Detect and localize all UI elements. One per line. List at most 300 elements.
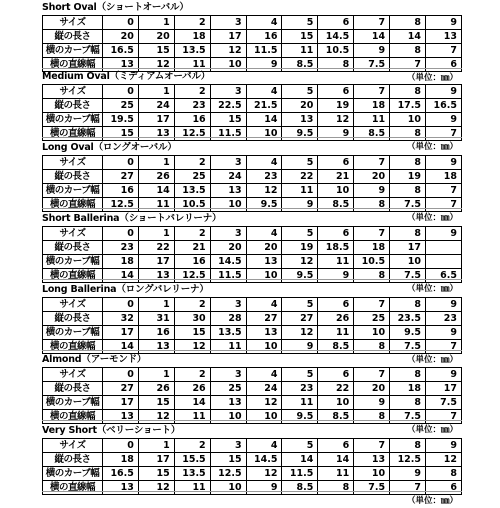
table-cell: 4 (246, 368, 282, 382)
size-table (42, 226, 462, 283)
table-cell: 26 (318, 312, 354, 326)
table-cell: 9 (426, 298, 462, 312)
row-label: 横のカーブ幅 (43, 255, 103, 269)
table-cell: 10 (210, 58, 246, 72)
size-row (43, 16, 462, 30)
section-divider (42, 137, 462, 138)
table-cell: 12 (246, 467, 282, 481)
table-cell: 13 (138, 127, 174, 141)
table-cell: 7.5 (390, 269, 426, 283)
table-title: Long Ballerina（ロングバレリーナ） (42, 284, 209, 295)
table-cell: 12.5 (174, 127, 210, 141)
length-row (43, 382, 462, 396)
table-cell: 5 (282, 298, 318, 312)
table-cell: 12 (138, 481, 174, 495)
table-cell: 15.5 (174, 453, 210, 467)
table-cell: 22 (318, 382, 354, 396)
table-cell: 10 (210, 410, 246, 424)
row-label: サイズ (43, 156, 103, 170)
row-label: 横のカーブ幅 (43, 184, 103, 198)
size-row (43, 156, 462, 170)
table-cell: 21 (174, 241, 210, 255)
row-label: サイズ (43, 16, 103, 30)
table-cell: 8 (354, 198, 390, 212)
curve-width-row (43, 396, 462, 410)
table-cell: 6 (318, 227, 354, 241)
table-cell: 18 (426, 170, 462, 184)
table-cell: 7.5 (426, 396, 462, 410)
table-cell: 10.5 (354, 255, 390, 269)
table-cell: 2 (174, 85, 210, 99)
table-cell: 6 (318, 156, 354, 170)
table-cell: 10 (390, 113, 426, 127)
table-cell: 5 (282, 439, 318, 453)
size-table (42, 15, 462, 72)
row-label: サイズ (43, 85, 103, 99)
table-cell: 15 (138, 396, 174, 410)
straight-width-row (43, 481, 462, 495)
table-cell: 8 (426, 467, 462, 481)
table-cell: 7 (426, 127, 462, 141)
table-cell: 6 (426, 481, 462, 495)
table-cell: 3 (210, 16, 246, 30)
table-cell: 3 (210, 439, 246, 453)
row-label: 縦の長さ (43, 99, 103, 113)
table-cell: 10 (246, 269, 282, 283)
table-cell: 9.5 (282, 127, 318, 141)
table-cell: 11 (210, 340, 246, 354)
table-cell: 17 (138, 113, 174, 127)
table-title: Medium Oval（ミディアムオーバル） (42, 71, 211, 82)
table-cell: 7.5 (390, 340, 426, 354)
length-row (43, 99, 462, 113)
unit-note: （単位：㎜） (406, 142, 458, 152)
table-cell: 19 (282, 241, 318, 255)
table-cell: 4 (246, 227, 282, 241)
row-label: 横の直線幅 (43, 481, 103, 495)
table-cell: 23 (426, 312, 462, 326)
table-cell: 9 (426, 227, 462, 241)
table-cell: 14 (354, 30, 390, 44)
table-title: Long Oval（ロングオーバル） (42, 142, 177, 153)
table-cell: 11 (138, 198, 174, 212)
size-row (43, 85, 462, 99)
table-cell: 5 (282, 227, 318, 241)
table-cell: 20 (282, 99, 318, 113)
size-row (43, 227, 462, 241)
table-cell: 14.5 (318, 30, 354, 44)
table-cell: 11 (318, 326, 354, 340)
table-cell: 21 (318, 170, 354, 184)
table-cell: 13 (103, 481, 139, 495)
table-cell: 20 (354, 382, 390, 396)
curve-width-row (43, 184, 462, 198)
table-cell: 22.5 (210, 99, 246, 113)
table-cell: 13 (246, 255, 282, 269)
table-cell: 13 (246, 326, 282, 340)
table-cell: 16 (174, 113, 210, 127)
table-cell: 24 (138, 99, 174, 113)
table-cell: 5 (282, 85, 318, 99)
table-cell: 8 (390, 16, 426, 30)
table-cell: 8.5 (282, 481, 318, 495)
table-cell: 17 (426, 382, 462, 396)
table-cell: 0 (103, 298, 139, 312)
table-cell: 15 (174, 326, 210, 340)
length-row (43, 312, 462, 326)
table-cell: 9 (354, 184, 390, 198)
table-cell: 13 (354, 453, 390, 467)
table-cell: 9 (282, 340, 318, 354)
table-cell: 13 (210, 184, 246, 198)
table-cell: 11 (282, 44, 318, 58)
table-cell: 23 (103, 241, 139, 255)
table-cell: 14 (103, 269, 139, 283)
table-cell: 14 (390, 30, 426, 44)
table-cell: 2 (174, 368, 210, 382)
row-label: 横の直線幅 (43, 340, 103, 354)
table-cell: 9 (426, 326, 462, 340)
table-cell: 18 (390, 382, 426, 396)
table-cell: 30 (174, 312, 210, 326)
unit-note: （単位：㎜） (406, 425, 458, 435)
table-cell: 12 (282, 326, 318, 340)
row-label: 縦の長さ (43, 453, 103, 467)
table-cell: 11 (174, 58, 210, 72)
straight-width-row (43, 127, 462, 141)
table-cell: 12 (138, 58, 174, 72)
table-cell: 31 (138, 312, 174, 326)
table-cell: 13 (210, 396, 246, 410)
size-table (42, 438, 462, 495)
table-cell: 11 (282, 184, 318, 198)
table-cell: 21.5 (246, 99, 282, 113)
table-cell: 1 (138, 439, 174, 453)
table-cell: 8.5 (354, 127, 390, 141)
table-cell: 23 (246, 170, 282, 184)
table-cell: 8 (390, 85, 426, 99)
table-cell: 8 (318, 481, 354, 495)
table-cell: 20 (210, 241, 246, 255)
table-cell: 7 (354, 85, 390, 99)
row-label: サイズ (43, 368, 103, 382)
table-cell: 7 (426, 44, 462, 58)
table-cell: 4 (246, 156, 282, 170)
size-table (42, 367, 462, 424)
row-label: 横のカーブ幅 (43, 396, 103, 410)
table-cell: 7 (390, 58, 426, 72)
table-cell: 19 (390, 170, 426, 184)
table-cell: 7 (354, 298, 390, 312)
table-cell: 9 (282, 198, 318, 212)
table-cell: 0 (103, 16, 139, 30)
table-cell: 10 (318, 184, 354, 198)
table-cell: 13.5 (174, 184, 210, 198)
table-cell: 9 (390, 467, 426, 481)
table-cell: 13 (103, 58, 139, 72)
table-cell: 0 (103, 156, 139, 170)
section-divider (42, 208, 462, 209)
table-cell: 13 (138, 269, 174, 283)
table-cell: 14 (138, 184, 174, 198)
table-cell: 17.5 (390, 99, 426, 113)
table-cell: 7 (354, 439, 390, 453)
row-label: 横の直線幅 (43, 269, 103, 283)
table-cell: 23.5 (390, 312, 426, 326)
table-cell: 10 (246, 340, 282, 354)
table-cell: 1 (138, 16, 174, 30)
curve-width-row (43, 44, 462, 58)
size-table (42, 297, 462, 354)
table-cell: 7.5 (354, 58, 390, 72)
table-cell: 12.5 (210, 467, 246, 481)
table-cell: 20 (103, 30, 139, 44)
row-label: 横のカーブ幅 (43, 113, 103, 127)
table-cell: 12 (282, 255, 318, 269)
table-cell: 3 (210, 156, 246, 170)
table-cell: 25 (354, 312, 390, 326)
table-cell: 13.5 (210, 326, 246, 340)
table-cell: 9 (426, 439, 462, 453)
row-label: 横の直線幅 (43, 198, 103, 212)
table-cell: 15 (210, 113, 246, 127)
table-cell: 25 (210, 382, 246, 396)
table-cell: 17 (390, 241, 426, 255)
table-cell: 28 (210, 312, 246, 326)
table-cell: 9 (246, 58, 282, 72)
table-cell: 20 (138, 30, 174, 44)
table-cell: 6 (318, 439, 354, 453)
row-label: 横のカーブ幅 (43, 467, 103, 481)
table-cell: 13.5 (174, 467, 210, 481)
table-cell: 10.5 (318, 44, 354, 58)
table-cell: 8 (354, 410, 390, 424)
table-cell: 9 (426, 368, 462, 382)
row-label: 縦の長さ (43, 30, 103, 44)
table-cell: 0 (103, 368, 139, 382)
table-cell: 1 (138, 298, 174, 312)
row-label: 横のカーブ幅 (43, 44, 103, 58)
table-cell: 16.5 (103, 44, 139, 58)
table-cell: 8 (390, 184, 426, 198)
table-cell: 8 (390, 396, 426, 410)
table-cell: 24 (246, 382, 282, 396)
table-cell: 15 (282, 30, 318, 44)
table-cell: 3 (210, 85, 246, 99)
straight-width-row (43, 269, 462, 283)
table-cell: 16.5 (103, 467, 139, 481)
table-cell: 18 (103, 453, 139, 467)
table-cell: 7.5 (354, 481, 390, 495)
table-cell: 7 (390, 481, 426, 495)
table-cell: 11.5 (246, 44, 282, 58)
table-cell: 7 (354, 156, 390, 170)
table-cell: 11.5 (210, 269, 246, 283)
table-cell: 2 (174, 156, 210, 170)
table-cell: 2 (174, 227, 210, 241)
table-cell: 27 (103, 382, 139, 396)
table-cell: 7 (354, 227, 390, 241)
table-cell: 9 (246, 481, 282, 495)
table-cell: 12 (318, 113, 354, 127)
row-label: 縦の長さ (43, 312, 103, 326)
size-row (43, 439, 462, 453)
table-cell: 11.5 (210, 127, 246, 141)
table-cell: 18 (354, 99, 390, 113)
table-cell: 26 (174, 382, 210, 396)
table-cell: 14 (174, 396, 210, 410)
row-label: サイズ (43, 439, 103, 453)
table-cell: 12 (174, 340, 210, 354)
unit-note: （単位：㎜） (406, 496, 458, 506)
table-cell (426, 255, 462, 269)
table-cell: 12 (426, 453, 462, 467)
table-cell: 9.5 (246, 198, 282, 212)
row-label: 横の直線幅 (43, 58, 103, 72)
table-cell: 1 (138, 156, 174, 170)
table-cell: 8 (354, 340, 390, 354)
table-cell: 7 (426, 340, 462, 354)
section-divider (42, 279, 462, 280)
table-cell: 10 (246, 410, 282, 424)
length-row (43, 30, 462, 44)
table-cell: 10 (354, 326, 390, 340)
table-cell: 17 (103, 326, 139, 340)
length-row (43, 170, 462, 184)
table-cell: 9.5 (390, 326, 426, 340)
unit-note: （単位：㎜） (406, 284, 458, 294)
unit-note: （単位：㎜） (406, 355, 458, 365)
table-cell: 16 (138, 326, 174, 340)
curve-width-row (43, 326, 462, 340)
table-cell: 4 (246, 439, 282, 453)
table-cell: 10.5 (174, 198, 210, 212)
table-cell: 12 (246, 396, 282, 410)
table-cell: 12.5 (103, 198, 139, 212)
table-cell: 8 (390, 298, 426, 312)
table-cell: 18 (354, 241, 390, 255)
table-cell: 7 (354, 16, 390, 30)
table-cell: 2 (174, 16, 210, 30)
table-cell: 32 (103, 312, 139, 326)
table-cell: 17 (138, 255, 174, 269)
table-cell: 13 (282, 113, 318, 127)
size-table-block (42, 423, 462, 508)
table-cell: 16 (246, 30, 282, 44)
table-cell: 13 (138, 340, 174, 354)
table-cell: 27 (246, 312, 282, 326)
table-cell: 8 (318, 58, 354, 72)
table-cell: 4 (246, 16, 282, 30)
table-cell: 2 (174, 439, 210, 453)
table-cell: 13 (103, 410, 139, 424)
table-cell: 5 (282, 368, 318, 382)
section-divider (42, 350, 462, 351)
table-cell: 11.5 (282, 467, 318, 481)
table-cell: 11 (282, 396, 318, 410)
table-cell: 10 (354, 467, 390, 481)
table-cell: 8.5 (282, 58, 318, 72)
table-cell: 26 (138, 382, 174, 396)
table-cell: 20 (246, 241, 282, 255)
row-label: 横の直線幅 (43, 410, 103, 424)
table-cell: 11 (174, 481, 210, 495)
table-cell: 10 (210, 198, 246, 212)
table-cell: 17 (210, 30, 246, 44)
table-cell: 25 (174, 170, 210, 184)
table-cell: 14 (282, 453, 318, 467)
table-cell: 9 (318, 269, 354, 283)
table-cell: 7.5 (390, 410, 426, 424)
table-cell: 12 (246, 184, 282, 198)
table-cell: 8 (390, 156, 426, 170)
table-cell: 6 (318, 298, 354, 312)
table-cell: 3 (210, 298, 246, 312)
row-label: 横の直線幅 (43, 127, 103, 141)
table-cell: 14 (246, 113, 282, 127)
straight-width-row (43, 198, 462, 212)
table-cell: 6 (318, 16, 354, 30)
table-cell: 23 (174, 99, 210, 113)
row-label: サイズ (43, 298, 103, 312)
table-cell: 27 (103, 170, 139, 184)
table-cell: 18.5 (318, 241, 354, 255)
table-cell: 26 (138, 170, 174, 184)
table-title: Almond（アーモンド） (42, 354, 147, 365)
table-cell: 5 (282, 156, 318, 170)
table-cell: 19.5 (103, 113, 139, 127)
table-cell: 19 (318, 99, 354, 113)
table-cell: 11 (318, 255, 354, 269)
table-cell: 10 (246, 127, 282, 141)
table-cell: 17 (103, 396, 139, 410)
table-cell: 3 (210, 227, 246, 241)
table-cell: 9 (354, 44, 390, 58)
table-cell: 14 (103, 340, 139, 354)
table-cell: 9 (426, 156, 462, 170)
table-cell: 1 (138, 85, 174, 99)
table-cell: 9 (426, 85, 462, 99)
table-cell: 22 (138, 241, 174, 255)
section-divider (42, 491, 462, 492)
table-cell: 1 (138, 368, 174, 382)
table-cell: 8 (390, 368, 426, 382)
table-cell: 0 (103, 227, 139, 241)
table-cell: 20 (354, 170, 390, 184)
table-cell: 14.5 (210, 255, 246, 269)
table-cell: 11 (318, 467, 354, 481)
unit-note: （単位：㎜） (406, 73, 458, 83)
table-cell: 22 (282, 170, 318, 184)
table-cell: 9.5 (282, 269, 318, 283)
table-cell: 7 (426, 198, 462, 212)
size-table (42, 84, 462, 141)
table-cell: 0 (103, 85, 139, 99)
table-cell: 12 (138, 410, 174, 424)
table-cell: 14 (318, 453, 354, 467)
table-cell: 7 (354, 368, 390, 382)
table-cell: 11 (354, 113, 390, 127)
table-cell: 9 (354, 396, 390, 410)
table-cell: 15 (138, 467, 174, 481)
row-label: サイズ (43, 227, 103, 241)
table-cell: 2 (174, 298, 210, 312)
size-row (43, 368, 462, 382)
length-row (43, 241, 462, 255)
table-cell: 16 (174, 255, 210, 269)
section-divider (42, 420, 462, 421)
table-cell: 16.5 (426, 99, 462, 113)
